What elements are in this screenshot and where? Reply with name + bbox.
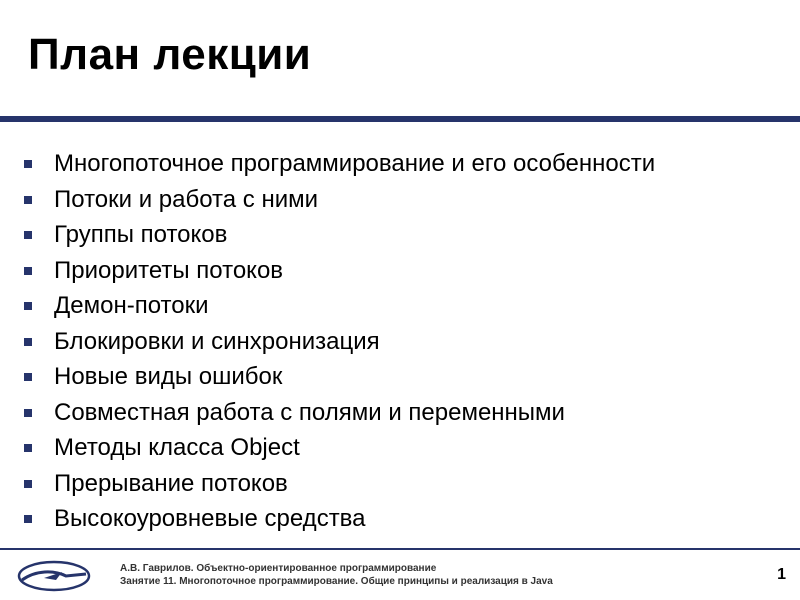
- slide-title: План лекции: [28, 30, 312, 79]
- bullet-list: [20, 146, 655, 537]
- square-bullet-icon: [24, 409, 32, 417]
- square-bullet-icon: [24, 338, 32, 346]
- square-bullet-icon: [24, 444, 32, 452]
- bullet-text: Блокировки и синхронизация: [54, 327, 380, 355]
- square-bullet-icon: [24, 480, 32, 488]
- list-item: [20, 146, 655, 182]
- square-bullet-icon: [24, 196, 32, 204]
- bullet-text: Методы класса Object: [54, 434, 300, 461]
- list-item: [20, 217, 655, 253]
- square-bullet-icon: [24, 267, 32, 275]
- list-item: [20, 288, 655, 324]
- bullet-text: Прерывание потоков: [54, 469, 288, 497]
- bullet-text: Высокоуровневые средства: [54, 505, 366, 532]
- square-bullet-icon: [24, 160, 32, 168]
- page-number: 1: [777, 566, 786, 583]
- list-item: [20, 395, 655, 431]
- footer-caption: [120, 562, 553, 588]
- list-item: [20, 182, 655, 218]
- square-bullet-icon: [24, 231, 32, 239]
- footer-divider: [0, 548, 800, 550]
- footer-lesson-line: Занятие 11. Многопоточное программирование. Общие принципы и реализация в Java: [120, 576, 553, 587]
- title-divider: [0, 116, 800, 122]
- bullet-text: Новые виды ошибок: [54, 363, 283, 390]
- bullet-text: Приоритеты потоков: [54, 256, 284, 284]
- square-bullet-icon: [24, 302, 32, 310]
- list-item: [20, 324, 655, 360]
- bullet-text: Потоки и работа с ними: [54, 185, 319, 213]
- list-item: [20, 466, 655, 502]
- square-bullet-icon: [24, 373, 32, 381]
- bullet-text: Совместная работа с полями и переменными: [54, 398, 565, 426]
- list-item: [20, 501, 655, 537]
- bullet-text: Демон-потоки: [54, 292, 209, 319]
- list-item: [20, 253, 655, 289]
- orbit-logo-icon: [14, 556, 94, 594]
- footer-author-line: А.В. Гаврилов. Объектно-ориентированное программирование: [120, 563, 437, 574]
- square-bullet-icon: [24, 515, 32, 523]
- list-item: [20, 359, 655, 395]
- bullet-text: Многопоточное программирование и его особенности: [54, 150, 656, 177]
- bullet-text: Группы потоков: [54, 221, 228, 248]
- list-item: [20, 430, 655, 466]
